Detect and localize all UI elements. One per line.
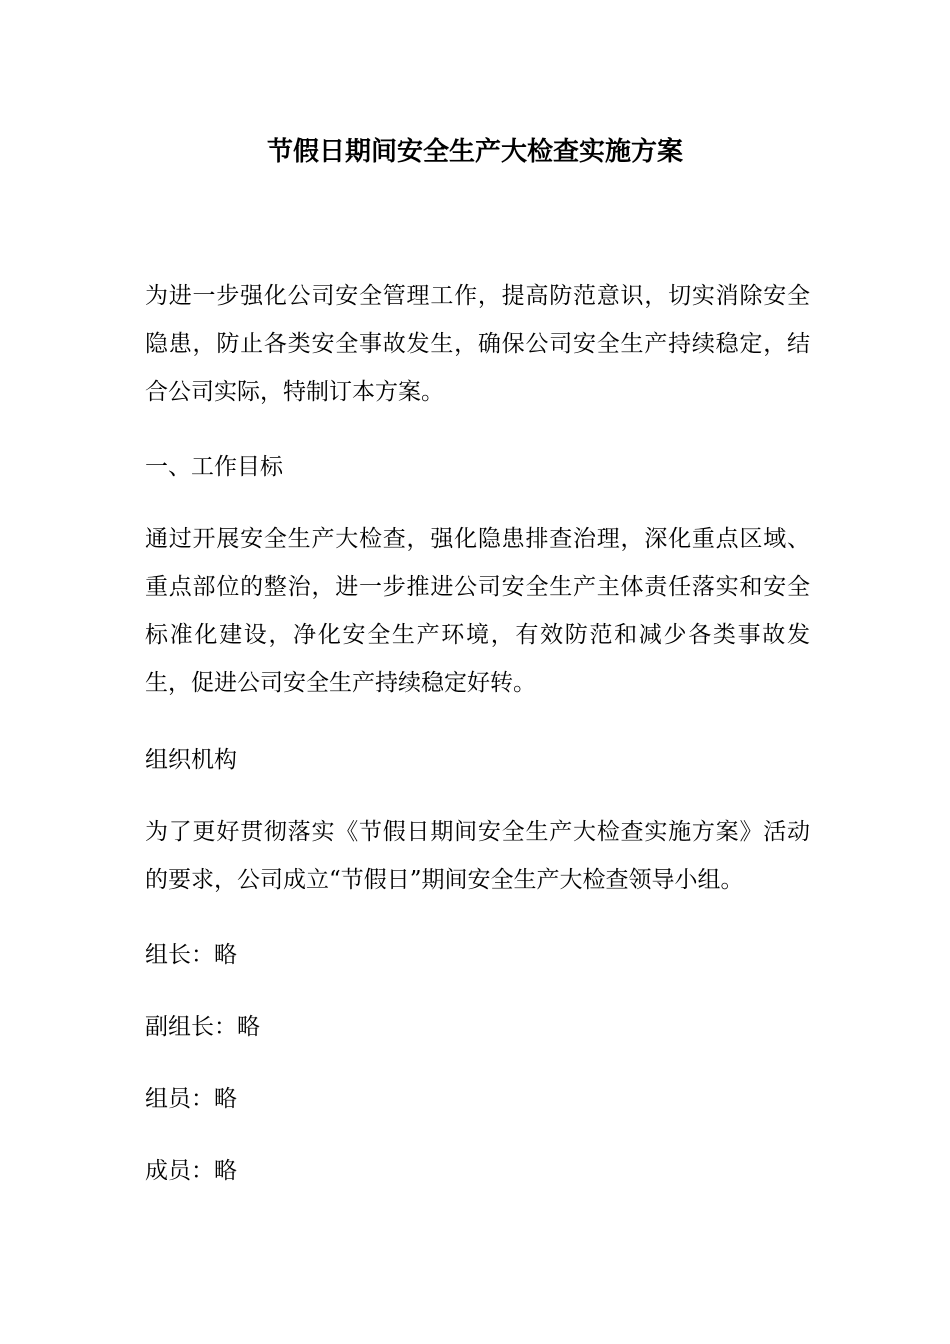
section-heading-organization: 组织机构 (145, 747, 237, 773)
team-leader-line: 组长：略 (145, 942, 237, 968)
team-deputy-line: 副组长：略 (145, 1014, 260, 1040)
intro-paragraph: 为进一步强化公司安全管理工作，提高防范意识，切实消除安全隐患，防止各类安全事故发生，确保公司安全生产持续稳定，结合公司实际，特制订本方案。 (145, 283, 810, 405)
goals-paragraph: 通过开展安全生产大检查，强化隐患排查治理，深化重点区域、重点部位的整治，进一步推进公司安全生产主体责任落实和安全标准化建设，净化安全生产环境，有效防范和减少各类事故发生，促进公司安全生产持续稳定好转。 (145, 526, 810, 696)
team-members-line: 组员：略 (145, 1086, 237, 1112)
organization-paragraph: 为了更好贯彻落实《节假日期间安全生产大检查实施方案》活动的要求，公司成立“节假日”期间安全生产大检查领导小组。 (145, 819, 810, 893)
section-heading-goals: 一、工作目标 (145, 454, 283, 480)
document-title: 节假日期间安全生产大检查实施方案 (266, 137, 683, 167)
team-staff-line: 成员：略 (145, 1158, 237, 1184)
